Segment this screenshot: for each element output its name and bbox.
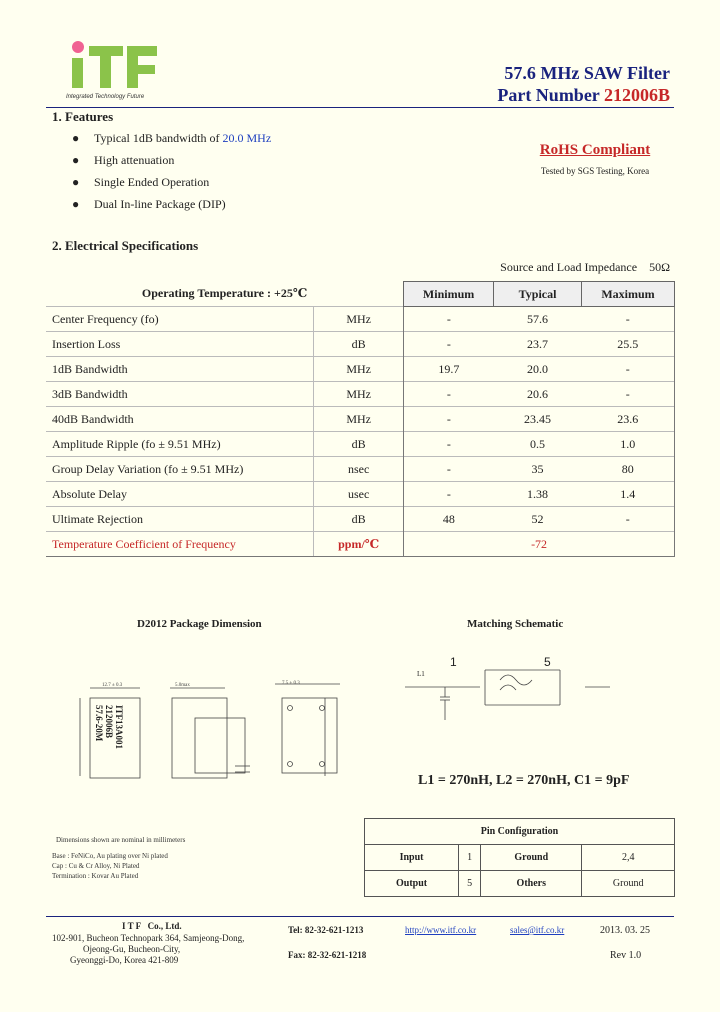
table-row: Center Frequency (fo) MHz - 57.6 - bbox=[46, 307, 675, 332]
pin-in-label: 1 bbox=[450, 655, 457, 669]
col-minimum: Minimum bbox=[404, 282, 494, 307]
itf-logo bbox=[63, 40, 173, 102]
bullet-icon: ● bbox=[72, 153, 80, 167]
table-row: Ultimate Rejection dB 48 52 - bbox=[46, 507, 675, 532]
dimension-note: Dimensions shown are nominal in millimeters bbox=[56, 836, 186, 844]
table-row: 40dB Bandwidth MHz - 23.45 23.6 bbox=[46, 407, 675, 432]
table-row: Insertion Loss dB - 23.7 25.5 bbox=[46, 332, 675, 357]
pin-out-label: 5 bbox=[544, 655, 551, 669]
svg-text:7.5 ± 0.3: 7.5 ± 0.3 bbox=[282, 681, 300, 686]
logo-tagline: Integrated Technology Future bbox=[66, 94, 145, 100]
table-row: Group Delay Variation (fo ± 9.51 MHz) nsec - 35 80 bbox=[46, 457, 675, 482]
package-marking: ITF13A001 212006B 57.6-20M bbox=[94, 705, 124, 750]
base-note: Base : FeNiCo, Au plating over Ni plated bbox=[52, 852, 168, 860]
table-row: 1dB Bandwidth MHz 19.7 20.0 - bbox=[46, 357, 675, 382]
feature-item: ● Single Ended Operation bbox=[72, 175, 210, 189]
component-values: L1 = 270nH, L2 = 270nH, C1 = 9pF bbox=[418, 773, 630, 788]
termination-note: Termination : Kovar Au Plated bbox=[52, 872, 139, 880]
part-number-line bbox=[497, 85, 670, 106]
table-row: Amplitude Ripple (fo ± 9.51 MHz) dB - 0.5 1.0 bbox=[46, 432, 675, 457]
col-maximum: Maximum bbox=[582, 282, 675, 307]
bullet-icon: ● bbox=[72, 175, 80, 189]
revision: Rev 1.0 bbox=[610, 950, 642, 961]
matching-schematic bbox=[370, 665, 630, 725]
impedance-note: Source and Load Impedance 50Ω bbox=[500, 260, 670, 274]
table-row: Absolute Delay usec - 1.38 1.4 bbox=[46, 482, 675, 507]
fax-number: Fax: 82-32-621-1218 bbox=[288, 950, 367, 960]
sgs-note: Tested by SGS Testing, Korea bbox=[540, 166, 650, 176]
feature-item: ● High attenuation bbox=[72, 153, 175, 167]
features-heading: 1. Features bbox=[52, 109, 114, 124]
address-line-1: 102-901, Bucheon Technopark 364, Samjeong-Dong, bbox=[52, 933, 245, 943]
bullet-icon: ● bbox=[72, 131, 80, 145]
feature-item: ● Dual In-line Package (DIP) bbox=[72, 197, 226, 211]
tcf-row: Temperature Coefficient of Frequency ppm/℃ -72 bbox=[46, 532, 675, 557]
op-temp-header: Operating Temperature : +25℃ bbox=[141, 286, 308, 301]
electrical-heading: 2. Electrical Specifications bbox=[52, 238, 199, 253]
footer-rule bbox=[46, 916, 674, 917]
svg-text:12.7 ± 0.3: 12.7 ± 0.3 bbox=[102, 683, 123, 688]
feature-item: ● Typical 1dB bandwidth of 20.0 MHz bbox=[72, 131, 272, 145]
phone-number: Tel: 82-32-621-1213 bbox=[288, 925, 364, 935]
part-number: 212006B bbox=[603, 85, 670, 105]
spec-table bbox=[46, 281, 675, 557]
table-row: Input 1 Ground 2,4 bbox=[365, 845, 675, 871]
bullet-icon: ● bbox=[72, 197, 80, 211]
pin-config-table bbox=[364, 818, 675, 897]
table-row: 3dB Bandwidth MHz - 20.6 - bbox=[46, 382, 675, 407]
svg-text:5.0max: 5.0max bbox=[175, 683, 190, 688]
document-date: 2013. 03. 25 bbox=[600, 925, 650, 936]
pin-config-title: Pin Configuration bbox=[365, 819, 675, 845]
email-link[interactable]: sales@itf.co.kr bbox=[510, 925, 565, 935]
address-line-2: Ojeong-Gu, Bucheon-City, bbox=[83, 944, 181, 954]
cap-note: Cap : Cu & Cr Alloy, Ni Plated bbox=[52, 862, 140, 870]
address-line-3: Gyeonggi-Do, Korea 421-809 bbox=[70, 955, 179, 965]
website-link[interactable]: http://www.itf.co.kr bbox=[405, 925, 477, 935]
part-number-label: Part Number bbox=[497, 85, 604, 105]
col-typical: Typical bbox=[494, 282, 582, 307]
table-row: Output 5 Others Ground bbox=[365, 871, 675, 897]
company-name: I T F Co., Ltd. bbox=[122, 921, 182, 931]
matching-title: Matching Schematic bbox=[467, 618, 564, 630]
rohs-badge: RoHS Compliant bbox=[539, 142, 651, 158]
header-rule bbox=[46, 107, 674, 108]
product-title: 57.6 MHz SAW Filter bbox=[504, 63, 670, 83]
l1-label: L1 bbox=[417, 670, 425, 678]
package-title: D2012 Package Dimension bbox=[137, 618, 262, 630]
